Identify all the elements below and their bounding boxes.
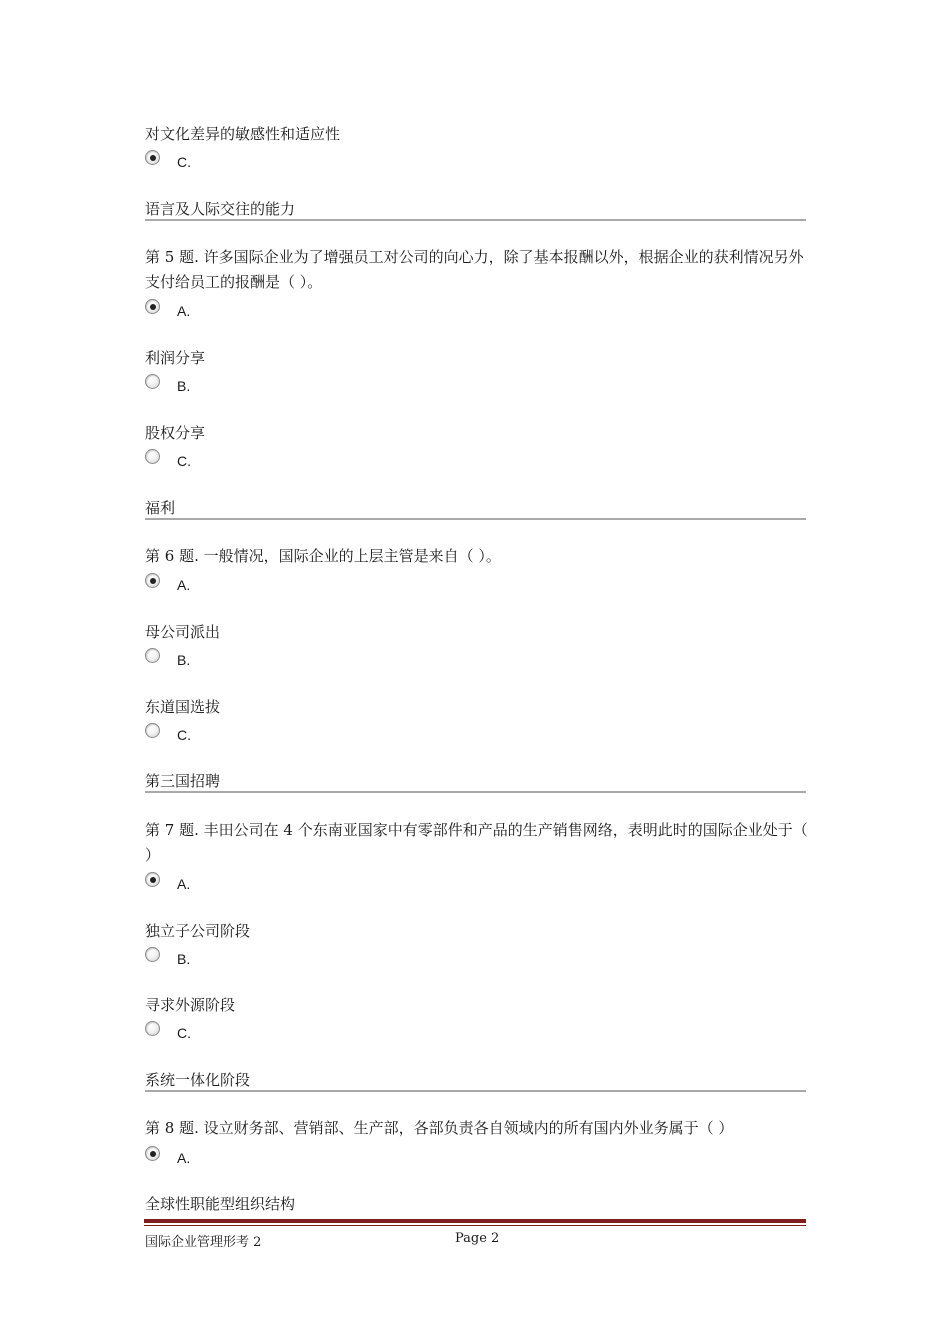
q6-option-b-radio[interactable] <box>145 648 160 663</box>
q4-option-b-text: 对文化差异的敏感性和适应性 <box>145 125 341 143</box>
q6-option-a-letter: A. <box>177 577 191 593</box>
q5-option-a-radio[interactable] <box>145 299 160 314</box>
q6-option-a-text: 母公司派出 <box>145 623 221 641</box>
q5-option-b-radio[interactable] <box>145 374 160 389</box>
q5-option-b-text: 股权分享 <box>145 424 206 442</box>
q5-option-c-letter: C. <box>177 453 191 469</box>
footer-rule-thick <box>144 1219 806 1223</box>
q5-option-c-text: 福利 <box>145 499 176 517</box>
q5-option-c-radio[interactable] <box>145 449 160 464</box>
q5-question: 第 5 题. 许多国际企业为了增强员工对公司的向心力，除了基本报酬以外，根据企业的获利情况另外支付给员工的报酬是（ ）。 <box>145 248 804 291</box>
q4-option-c-text: 语言及人际交往的能力 <box>145 200 296 218</box>
q6-option-a-radio[interactable] <box>145 573 160 588</box>
q8-option-a-text: 全球性职能型组织结构 <box>145 1195 296 1213</box>
q7-option-b-radio[interactable] <box>145 947 160 962</box>
q7-option-c-radio[interactable] <box>145 1021 160 1036</box>
q8-option-a-radio[interactable] <box>145 1146 160 1161</box>
q5-option-a-letter: A. <box>177 303 191 319</box>
q7-option-a-text: 独立子公司阶段 <box>145 922 251 940</box>
q6-option-c-letter: C. <box>177 727 191 743</box>
q8-option-a-letter: A. <box>177 1150 191 1166</box>
question-divider <box>145 219 806 221</box>
q6-option-b-text: 东道国选拔 <box>145 698 221 716</box>
q7-option-b-letter: B. <box>177 951 191 967</box>
question-divider <box>145 791 806 793</box>
q7-option-b-text: 寻求外源阶段 <box>145 996 236 1014</box>
footer-rule-thin <box>144 1225 806 1226</box>
q5-option-a-text: 利润分享 <box>145 349 206 367</box>
q6-option-c-text: 第三国招聘 <box>145 772 221 790</box>
q7-option-a-radio[interactable] <box>145 872 160 887</box>
q7-option-c-letter: C. <box>177 1025 191 1041</box>
q8-question: 第 8 题. 设立财务部、营销部、生产部，各部负责各自领域内的所有国内外业务属于（ ） <box>145 1119 734 1137</box>
footer-doc-title: 国际企业管理形考 2 <box>145 1235 262 1250</box>
question-divider <box>145 1090 806 1092</box>
q4-option-c-radio[interactable] <box>145 150 160 165</box>
q6-option-c-radio[interactable] <box>145 723 160 738</box>
footer-page-number: Page 2 <box>455 1231 500 1246</box>
q7-question: 第 7 题. 丰田公司在 4 个东南亚国家中有零部件和产品的生产销售网络，表明此时的国际企业处于（ ） <box>145 821 808 864</box>
q5-option-b-letter: B. <box>177 378 191 394</box>
question-divider <box>145 518 806 520</box>
q7-option-c-text: 系统一体化阶段 <box>145 1071 251 1089</box>
q6-option-b-letter: B. <box>177 652 191 668</box>
q7-option-a-letter: A. <box>177 876 191 892</box>
q6-question: 第 6 题. 一般情况，国际企业的上层主管是来自（ ）。 <box>145 547 501 565</box>
q4-option-c-letter: C. <box>177 154 191 170</box>
